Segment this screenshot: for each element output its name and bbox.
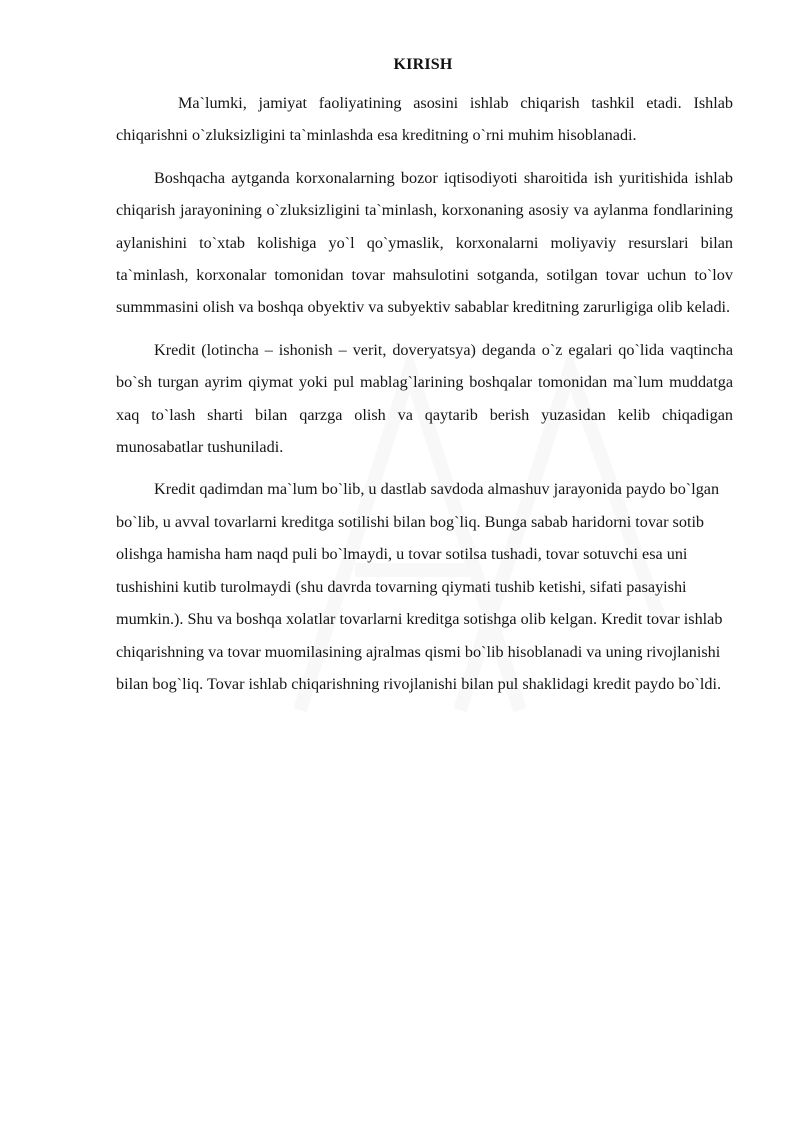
paragraph-2: Boshqacha aytganda korxonalarning bozor iqtisodiyoti sharoitida ish yuritishida ishlab chiqarish jarayonining o`zluksizligini ta`minlash, korxonaning asosiy va aylanma fondlarining aylanishini to`xtab kolishiga yo`l qo`ymaslik, korxonalarni moliyaviy resurslari bilan ta`minlash, korxonalar tomonidan tovar mahsulotini sotganda, sotilgan tovar uchun to`lov summmasini olish va boshqa obyektiv va subyektiv sabablar kreditning zarurligiga olib keladi.: [116, 168, 733, 317]
paragraph-1: Ma`lumki, jamiyat faoliyatining asosini ishlab chiqarish tashkil etadi. Ishlab chiqarishni o`zluksizligini ta`minlashda esa kreditning o`rni muhim hisoblanadi.: [116, 94, 733, 145]
paragraph-3: Kredit (lotincha – ishonish – verit, doveryatsya) deganda o`z egalari qo`lida vaqtincha bo`sh turgan ayrim qiymat yoki pul mablag`larining boshqalar tomonidan ma`lum muddatga xaq to`lash sharti bilan qarzga olish va qaytarib berish yuzasidan kelib chiqadigan munosabatlar tushuniladi.: [116, 340, 733, 457]
document-title: KIRISH: [393, 56, 453, 73]
document-body: [116, 87, 733, 710]
paragraph-4: Kredit qadimdan ma`lum bo`lib, u dastlab savdoda almashuv jarayonida paydo bo`lgan bo`lib, u avval tovarlarni kreditga sotilishi bilan bog`liq. Bunga sabab haridorni tovar sotib olishga hamisha ham naqd puli bo`lmaydi, u tovar sotilsa tushadi, tovar sotuvchi esa uni tushishini kutib turolmaydi (shu davrda tovarning qiymati tushib ketishi, sifati pasayishi mumkin.). Shu va boshqa xolatlar tovarlarni kreditga sotishga olib kelgan. Kredit tovar ishlab chiqarishning va tovar muomilasining ajralmas qismi bo`lib hisoblanadi va uning rivojlanishi bilan bog`liq. Tovar ishlab chiqarishning rivojlanishi bilan pul shaklidagi kredit paydo bo`ldi.: [116, 480, 723, 693]
